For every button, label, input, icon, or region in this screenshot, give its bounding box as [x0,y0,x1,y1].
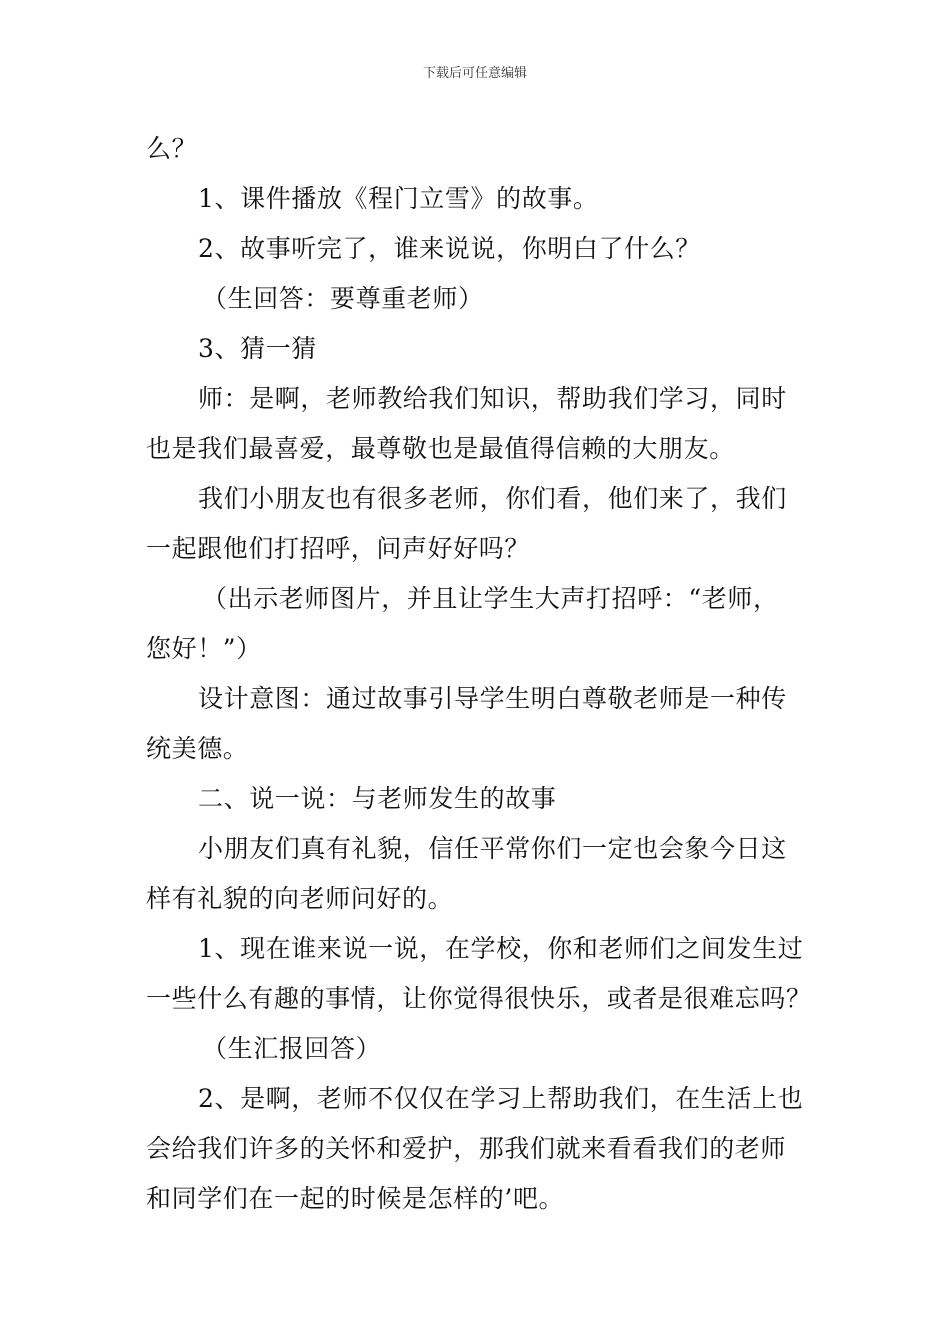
text-line: 2、故事听完了，谁来说说，你明白了什么？ [198,234,701,263]
text-line: 么？ [146,134,198,163]
text-line: 二、说一说：与老师发生的故事 [198,784,557,813]
text-line: 一些什么有趣的事情，让你觉得很快乐，或者是很难忘吗？ [146,984,812,1013]
text-line: 小朋友们真有礼貌，信任平常你们一定也会象今日这 [198,834,787,863]
text-line: 师：是啊，老师教给我们知识，帮助我们学习，同时 [198,384,787,413]
text-line: 会给我们许多的关怀和爱护，那我们就来看看我们的老师 [146,1134,787,1163]
text-line: 也是我们最喜爱，最尊敬也是最值得信赖的大朋友。 [146,434,735,463]
text-line: （生回答：要尊重老师） [202,284,484,313]
text-line: 一起跟他们打招呼，问声好好吗？ [146,534,531,563]
text-line: 1、现在谁来说一说，在学校，你和老师们之间发生过 [198,934,804,963]
text-line: 您好！”） [146,634,262,663]
text-line: 1、课件播放《程门立雪》的故事。 [198,184,599,213]
text-line: 2、是啊，老师不仅仅在学习上帮助我们，在生活上也 [198,1084,804,1113]
text-line: 样有礼貌的向老师问好的。 [146,884,454,913]
text-line: 3、猜一猜 [198,334,317,363]
text-line: （出示老师图片，并且让学生大声打招呼：“老师， [202,584,779,613]
document-body [146,124,812,1224]
text-line: 和同学们在一起的时候是怎样的’吧。 [146,1184,565,1213]
page-header: 下载后可任意编辑 [422,66,527,81]
text-line: （生汇报回答） [202,1034,382,1063]
text-line: 统美德。 [146,734,249,763]
text-line: 我们小朋友也有很多老师，你们看，他们来了，我们 [198,484,787,513]
text-line: 设计意图：通过故事引导学生明白尊敬老师是一种传 [198,684,787,713]
